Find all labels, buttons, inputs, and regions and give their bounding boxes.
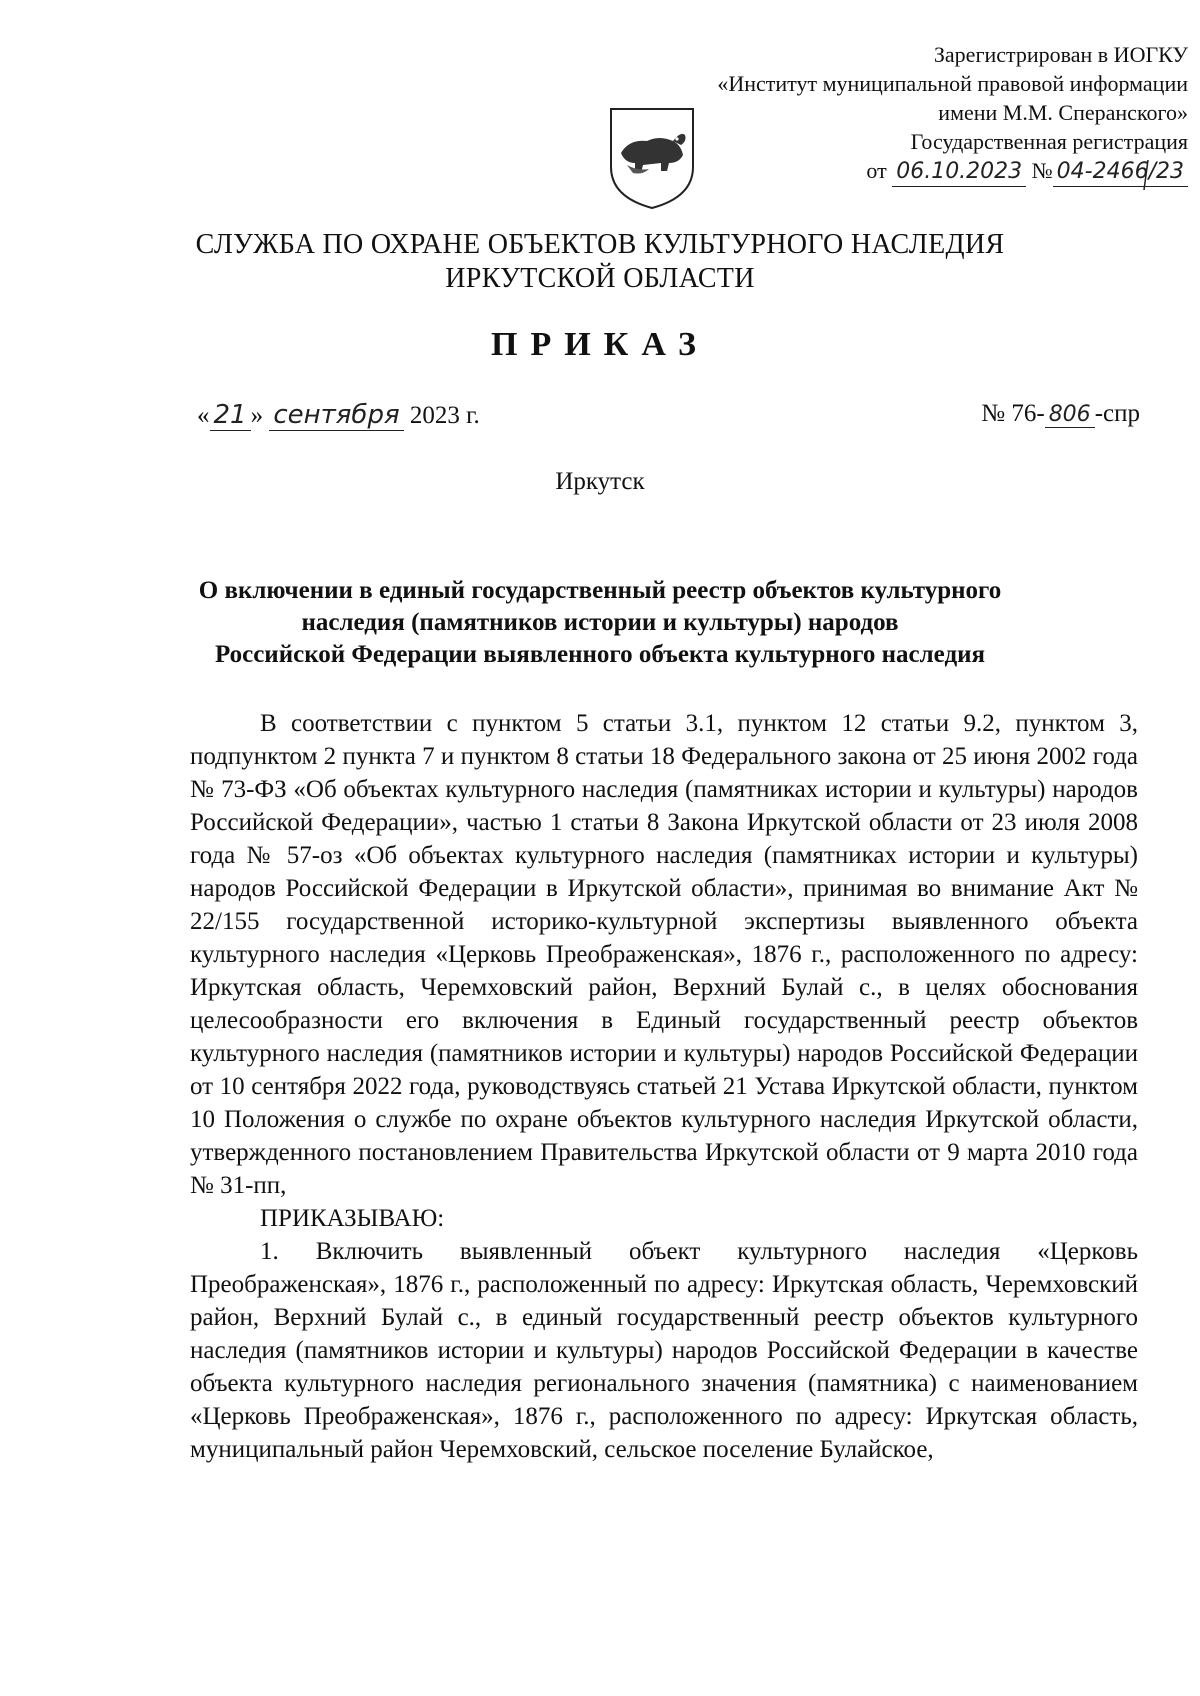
date-day: 21	[210, 400, 251, 431]
order-number-prefix: № 76-	[981, 400, 1045, 427]
document-title: ПРИКАЗ	[491, 326, 709, 363]
registration-line-4: Государственная регистрация	[910, 129, 1188, 154]
registration-line-2: «Институт муниципальной правовой информации	[717, 71, 1188, 96]
registration-date: 06.10.2023	[892, 157, 1026, 187]
order-heading	[100, 575, 1100, 671]
heading-line-1: О включении в единый государственный реестр объектов культурного	[198, 577, 1002, 604]
date-month: сентября	[269, 400, 403, 431]
agency-line-2: ИРКУТСКОЙ ОБЛАСТИ	[445, 263, 755, 294]
agency-line-1: СЛУЖБА ПО ОХРАНЕ ОБЪЕКТОВ КУЛЬТУРНОГО НАСЛЕДИЯ	[195, 229, 1005, 260]
date-open-quote: «	[197, 402, 210, 429]
order-number-handwritten: 806	[1045, 402, 1095, 428]
registration-date-number	[628, 156, 1188, 187]
order-word: ПРИКАЗЫВАЮ:	[260, 1205, 445, 1232]
registration-line-3: имени М.М. Сперанского»	[938, 100, 1188, 125]
order-body	[190, 707, 1138, 1466]
preamble-paragraph: В соответствии с пунктом 5 статьи 3.1, пунктом 12 статьи 9.2, пунктом 3, подпунктом 2 пункта 7 и пунктом 8 статьи 18 Федерального закона от 25 июня 2002 года № 73-ФЗ «Об объектах культурного наследия (памятниках истории и культуры) народов Российской Федерации», частью 1 статьи 8 Закона Иркутской области от 23 июля 2008 года № 57-оз «Об объектах культурного наследия (памятниках истории и культуры) народов Российской Федерации в Иркутской области», принимая во внимание Акт № 22/155 государственной историко-культурной экспертизы выявленного объекта культурного наследия «Церковь Преображенская», 1876 г., расположенного по адресу: Иркутская область, Черемховский район, Верхний Булай с., в целях обоснования целесообразности его включения в Единый государственный реестр объектов культурного наследия (памятников истории и культуры) народов Российской Федерации от 10 сентября 2022 года, руководствуясь статьей 21 Устава Иркутской области, пунктом 10 Положения о службе по охране объектов культурного наследия Иркутской области, утвержденного постановлением Правительства Иркутской области от 9 марта 2010 года № 31-пп,	[190, 710, 1138, 1199]
irkutsk-coat-of-arms-icon	[607, 105, 697, 211]
order-number	[981, 400, 1140, 428]
city: Иркутск	[555, 468, 645, 495]
registration-number: 04-2466/23	[1053, 157, 1188, 187]
registration-stamp	[628, 40, 1188, 187]
registration-line-1: Зарегистрирован в ИОГКУ	[933, 42, 1188, 67]
order-item-1: 1. Включить выявленный объект культурного наследия «Церковь Преображенская», 1876 г., расположенный по адресу: Иркутская область, Черемховский район, Верхний Булай с., в единый государственный реестр объектов культурного наследия (памятников истории и культуры) народов Российской Федерации в качестве объекта культурного наследия регионального значения (памятника) с наименованием «Церковь Преображенская», 1876 г., расположенного по адресу: Иркутская область, муниципальный район Черемховский, сельское поселение Булайское,	[190, 1238, 1138, 1463]
heading-line-2: наследия (памятников истории и культуры) народов	[301, 609, 899, 636]
heading-line-3: Российской Федерации выявленного объекта культурного наследия	[214, 641, 986, 668]
date-close-quote: »	[250, 402, 264, 429]
registration-from-label: от	[866, 158, 887, 183]
order-date	[197, 400, 480, 431]
agency-name	[0, 228, 1200, 296]
handwritten-tick-icon	[1142, 160, 1150, 190]
order-number-suffix: -спр	[1094, 400, 1140, 427]
registration-number-label: №	[1031, 158, 1053, 183]
date-year: 2023 г.	[409, 402, 480, 429]
